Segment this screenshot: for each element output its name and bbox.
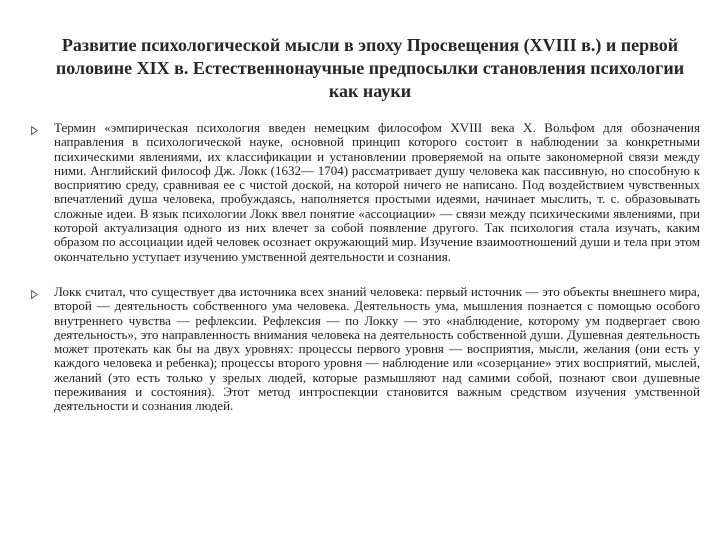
triangle-right-outline-icon [31, 126, 38, 135]
triangle-right-outline-icon [31, 290, 38, 299]
bullet-item [28, 285, 700, 414]
bullet-item [28, 121, 700, 264]
bullet-text: Локк считал, что существует два источника всех знаний человека: первый источник — это объекты внешнего мира, второй — деятельность собственного ума человека. Деятельность ума, мышления познается с помощью особого внутреннего чувства — рефлексии. Рефлексия — по Локку — это «наблюдение, которому ум подвергает свою деятельность», это направленность внимания человека на деятельность собственной души. Душевная деятельность может протекать как бы на двух уровнях: процессы первого уровня — восприятия, мысли, желания (они есть у каждого человека и ребенка); процессы второго уровня — наблюдение или «созерцание» этих восприятий, мыслей, желаний (это есть только у зрелых людей, которые размышляют над самими собой, познают свои душевные переживания и состояния). Этот метод интроспекции становится важным средством изучения умственной деятельности и сознания людей. [54, 283, 700, 414]
slide-title: Развитие психологической мысли в эпоху Просвещения (XVIII в.) и первой половине XIX в. Естественнонаучные предпосылки становления психологии как науки [55, 35, 685, 101]
bullet-list [28, 121, 700, 414]
bullet-text: Термин «эмпирическая психология введен немецким философом XVIII века X. Вольфом для обозначения направления в психологической науке, основной принцип которого состоит в наблюдении за конкретными психическими явлениями, их классификации и установлении проверяемой на опыте закономерной связи между ними. Английский философ Дж. Локк (1632— 1704) рассматривает душу человека как пассивную, но способную к восприятию среду, сравнивая ее с чистой доской, на которой ничего не написано. Под воздействием чувственных впечатлений душа человека, пробуждаясь, наполняется простыми идеями, начинает мыслить, т. с. образовывать сложные идеи. В язык психологии Локк ввел понятие «ассоциации» — связи между психическими явлениями, при которой актуализация одного из них влечет за собой появление другого. Так психология стала изучать, каким образом по ассоциации идей человек осознает окружающий мир. Изучение взаимоотношений души и тела при этом окончательно уступает изучению умственной деятельности и сознания. [54, 120, 700, 264]
